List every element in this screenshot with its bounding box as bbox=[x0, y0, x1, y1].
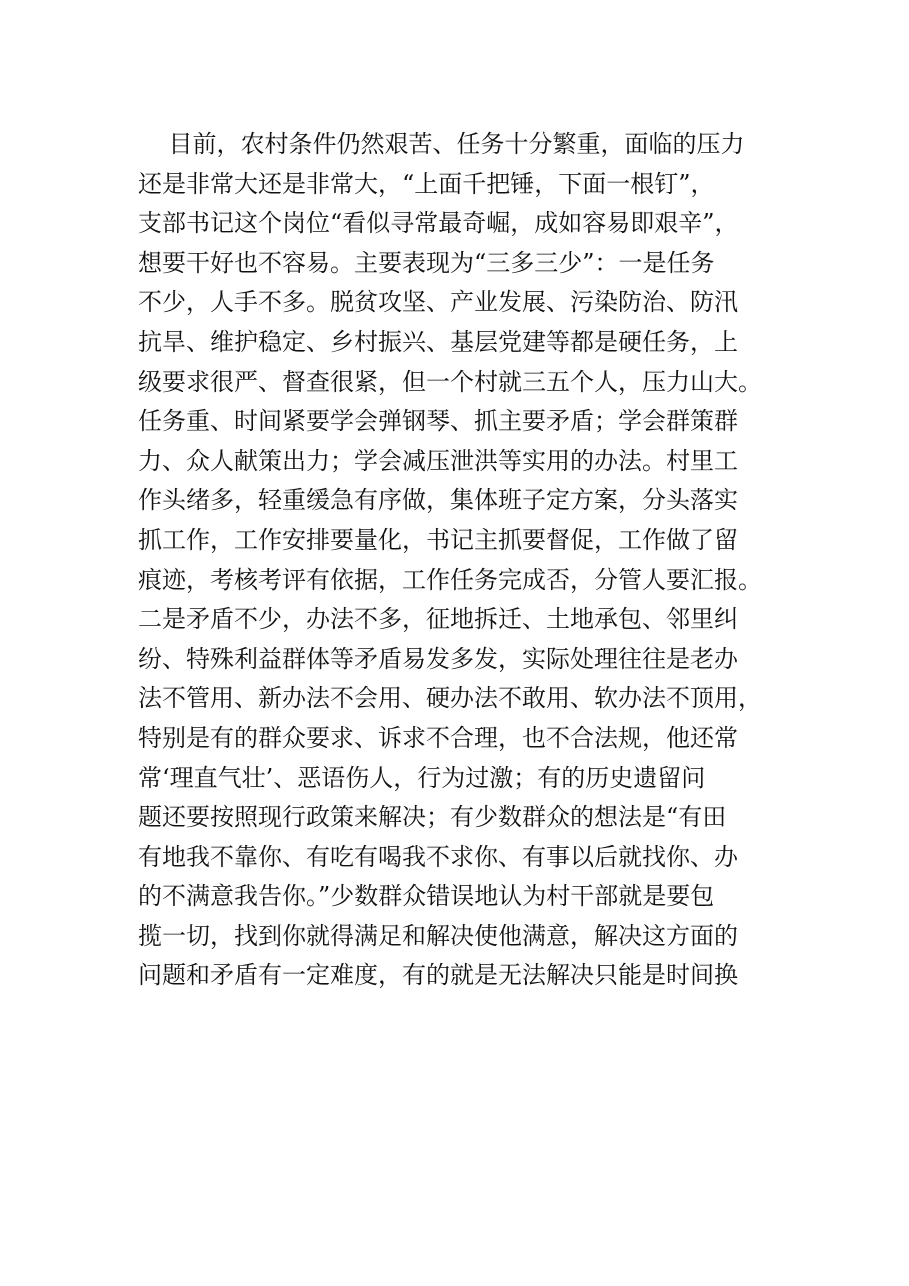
text-line-14: 纷、特殊利益群体等矛盾易发多发，实际处理往往是老办 bbox=[138, 644, 738, 673]
text-line-4: 想要干好也不容易。主要表现为“三多三少”：一是任务 bbox=[138, 248, 715, 277]
text-line-20: 的不满意我告你。”少数群众错误地认为村干部就是要包 bbox=[138, 882, 715, 911]
text-line-2: 还是非常大还是非常大，“上面千把锤，下面一根钉”， bbox=[138, 169, 715, 198]
text-line-5: 不少，人手不多。脱贫攻坚、产业发展、污染防治、防汛 bbox=[138, 288, 738, 317]
text-line-22: 问题和矛盾有一定难度，有的就是无法解决只能是时间换 bbox=[138, 961, 738, 990]
text-line-8: 任务重、时间紧要学会弹钢琴、抓主要矛盾；学会群策群 bbox=[138, 407, 738, 436]
text-line-13: 二是矛盾不少，办法不多，征地拆迁、土地承包、邻里纠 bbox=[138, 605, 738, 634]
text-line-3: 支部书记这个岗位“看似寻常最奇崛，成如容易即艰辛”， bbox=[138, 209, 739, 238]
text-line-1: 目前，农村条件仍然艰苦、任务十分繁重，面临的压力 bbox=[138, 130, 745, 158]
body-text bbox=[138, 125, 778, 996]
text-line-18: 题还要按照现行政策来解决；有少数群众的想法是“有田 bbox=[138, 803, 727, 832]
text-line-21: 揽一切，找到你就得满足和解决使他满意，解决这方面的 bbox=[138, 921, 738, 950]
text-line-11: 抓工作，工作安排要量化，书记主抓要督促，工作做了留 bbox=[138, 525, 738, 554]
text-line-10: 作头绪多，轻重缓急有序做，集体班子定方案，分头落实 bbox=[138, 486, 738, 515]
text-line-16: 特别是有的群众要求、诉求不合理，也不合法规，他还常 bbox=[138, 723, 738, 752]
text-line-9: 力、众人献策出力；学会减压泄洪等实用的办法。村里工 bbox=[138, 446, 738, 475]
text-line-17: 常‘理直气壮’、恶语伤人，行为过激；有的历史遗留问 bbox=[138, 763, 706, 792]
text-line-6: 抗旱、维护稳定、乡村振兴、基层党建等都是硬任务，上 bbox=[138, 327, 738, 356]
text-line-7: 级要求很严、督查很紧，但一个村就三五个人，压力山大。 bbox=[138, 367, 762, 396]
text-line-15: 法不管用、新办法不会用、硬办法不敢用、软办法不顶用， bbox=[138, 684, 762, 713]
text-line-12: 痕迹，考核考评有依据，工作任务完成否，分管人要汇报。 bbox=[138, 565, 762, 594]
text-line-19: 有地我不靠你、有吃有喝我不求你、有事以后就找你、办 bbox=[138, 842, 738, 871]
